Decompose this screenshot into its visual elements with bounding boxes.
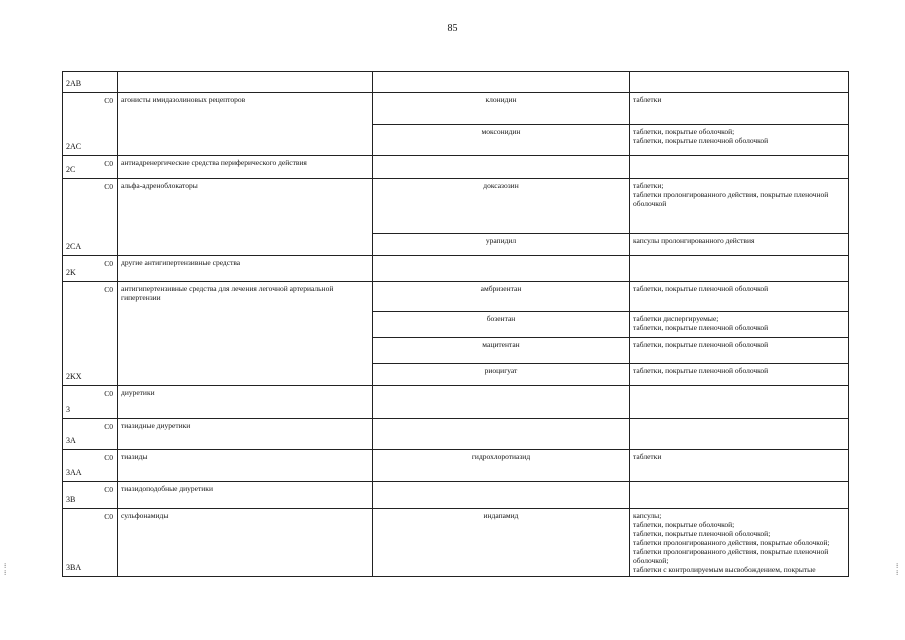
- drug-cell: [373, 72, 630, 93]
- table-row: [63, 450, 849, 482]
- dosage-form: таблетки, покрытые пленочной оболочкой: [633, 284, 769, 293]
- dosage-form: таблетки: [633, 452, 662, 461]
- drug-name: урапидил: [485, 236, 517, 245]
- atc-prefix: C0: [104, 259, 113, 268]
- atc-code: 2K: [66, 268, 76, 278]
- table-row: [63, 282, 849, 312]
- margin-mark-left: ⁝ ⁝: [4, 562, 7, 577]
- dosage-form-cell: [630, 419, 849, 450]
- table-row: [63, 482, 849, 509]
- dosage-form-cell: [630, 482, 849, 509]
- dosage-form-cell: [630, 312, 849, 338]
- atc-code-cell: [63, 482, 118, 509]
- dosage-form: капсулы пролонгированного действия: [633, 236, 755, 245]
- group-name-cell: [118, 419, 373, 450]
- dosage-form: капсулы; таблетки, покрытые оболочкой; таблетки, покрытые пленочной оболочкой; таблетки пролонгированного действия, покрытые оболочкой; таблетки пролонгированного действия, покрытые пленочной оболочкой; таблетки с контролируемым высвобождением, покрытые: [633, 511, 830, 574]
- drug-cell: [373, 256, 630, 282]
- dosage-form-cell: [630, 364, 849, 386]
- atc-code: 2AB: [66, 79, 82, 89]
- drug-name: гидрохлоротиазид: [471, 452, 531, 461]
- dosage-form: таблетки, покрытые пленочной оболочкой: [633, 366, 769, 375]
- group-name-cell: [118, 450, 373, 482]
- drug-cell: [373, 179, 630, 234]
- atc-code-cell: [63, 450, 118, 482]
- atc-code-cell: [63, 93, 118, 156]
- atc-code-cell: [63, 72, 118, 93]
- dosage-form: таблетки, покрытые оболочкой; таблетки, покрытые пленочной оболочкой: [633, 127, 769, 145]
- table-row: [63, 93, 849, 125]
- drug-cell: [373, 482, 630, 509]
- atc-code: 3: [66, 405, 70, 415]
- group-name-cell: [118, 72, 373, 93]
- table-row: [63, 156, 849, 179]
- dosage-form-cell: [630, 179, 849, 234]
- table-row: [63, 386, 849, 419]
- atc-prefix: C0: [104, 422, 113, 431]
- atc-code-cell: [63, 419, 118, 450]
- group-name-cell: [118, 509, 373, 577]
- table-row: [63, 256, 849, 282]
- drug-cell: [373, 312, 630, 338]
- group-name: тиазидные диуретики: [121, 421, 191, 430]
- table-row: [63, 179, 849, 234]
- atc-prefix: C0: [104, 389, 113, 398]
- dosage-form-cell: [630, 125, 849, 156]
- table-row: [63, 509, 849, 577]
- dosage-form-cell: [630, 386, 849, 419]
- drug-cell: [373, 125, 630, 156]
- atc-code-cell: [63, 179, 118, 256]
- dosage-form-cell: [630, 234, 849, 256]
- atc-code: 2C: [66, 165, 76, 175]
- drug-cell: [373, 156, 630, 179]
- drug-cell: [373, 93, 630, 125]
- table-row: [63, 419, 849, 450]
- drug-name: амбризентан: [480, 284, 522, 293]
- atc-prefix: C0: [104, 453, 113, 462]
- drug-cell: [373, 386, 630, 419]
- dosage-form-cell: [630, 450, 849, 482]
- dosage-form: таблетки: [633, 95, 662, 104]
- page-number: 85: [447, 23, 458, 34]
- atc-prefix: C0: [104, 485, 113, 494]
- drug-name: клонидин: [485, 95, 517, 104]
- group-name: тиазидоподобные диуретики: [121, 484, 213, 493]
- table-row: [63, 72, 849, 93]
- atc-code: 2AC: [66, 142, 82, 152]
- group-name-cell: [118, 179, 373, 256]
- group-name: диуретики: [121, 388, 155, 397]
- drug-name: бозентан: [486, 314, 516, 323]
- drug-cell: [373, 450, 630, 482]
- dosage-form-cell: [630, 156, 849, 179]
- drug-cell: [373, 509, 630, 577]
- group-name: агонисты имидазолиновых рецепторов: [121, 95, 246, 104]
- atc-code-cell: [63, 156, 118, 179]
- medication-table: [62, 71, 849, 577]
- group-name-cell: [118, 256, 373, 282]
- group-name: сульфонамиды: [121, 511, 169, 520]
- atc-code: 3AA: [66, 468, 82, 478]
- dosage-form-cell: [630, 338, 849, 364]
- atc-prefix: C0: [104, 159, 113, 168]
- group-name-cell: [118, 386, 373, 419]
- dosage-form-cell: [630, 509, 849, 577]
- atc-code-cell: [63, 386, 118, 419]
- group-name: антиадренергические средства периферического действия: [121, 158, 307, 167]
- atc-code: 3A: [66, 436, 76, 446]
- drug-name: мацитентан: [482, 340, 520, 349]
- drug-cell: [373, 282, 630, 312]
- group-name: антигипертензивные средства для лечения легочной артериальной гипертензии: [121, 284, 334, 302]
- drug-name: индапамид: [483, 511, 519, 520]
- drug-name: доксазозин: [483, 181, 519, 190]
- drug-cell: [373, 338, 630, 364]
- drug-cell: [373, 419, 630, 450]
- group-name-cell: [118, 282, 373, 386]
- drug-cell: [373, 234, 630, 256]
- atc-code: 2CA: [66, 242, 82, 252]
- dosage-form-cell: [630, 72, 849, 93]
- drug-name: моксонидин: [481, 127, 521, 136]
- margin-mark-right: ⁝ ⁝: [896, 562, 899, 577]
- group-name: другие антигипертензивные средства: [121, 258, 241, 267]
- atc-code: 2KX: [66, 372, 82, 382]
- atc-prefix: C0: [104, 182, 113, 191]
- dosage-form-cell: [630, 282, 849, 312]
- atc-code-cell: [63, 282, 118, 386]
- group-name-cell: [118, 93, 373, 156]
- atc-code-cell: [63, 509, 118, 577]
- group-name-cell: [118, 156, 373, 179]
- group-name: альфа-адреноблокаторы: [121, 181, 198, 190]
- dosage-form: таблетки; таблетки пролонгированного действия, покрытые пленочной оболочкой: [633, 181, 829, 208]
- drug-name: риоцигуат: [484, 366, 518, 375]
- dosage-form-cell: [630, 256, 849, 282]
- atc-prefix: C0: [104, 96, 113, 105]
- dosage-form: таблетки диспергируемые; таблетки, покрытые пленочной оболочкой: [633, 314, 769, 332]
- drug-cell: [373, 364, 630, 386]
- atc-prefix: C0: [104, 285, 113, 294]
- atc-prefix: C0: [104, 512, 113, 521]
- dosage-form-cell: [630, 93, 849, 125]
- atc-code-cell: [63, 256, 118, 282]
- atc-code: 3BA: [66, 563, 82, 573]
- dosage-form: таблетки, покрытые пленочной оболочкой: [633, 340, 769, 349]
- group-name-cell: [118, 482, 373, 509]
- atc-code: 3B: [66, 495, 76, 505]
- group-name: тиазиды: [121, 452, 148, 461]
